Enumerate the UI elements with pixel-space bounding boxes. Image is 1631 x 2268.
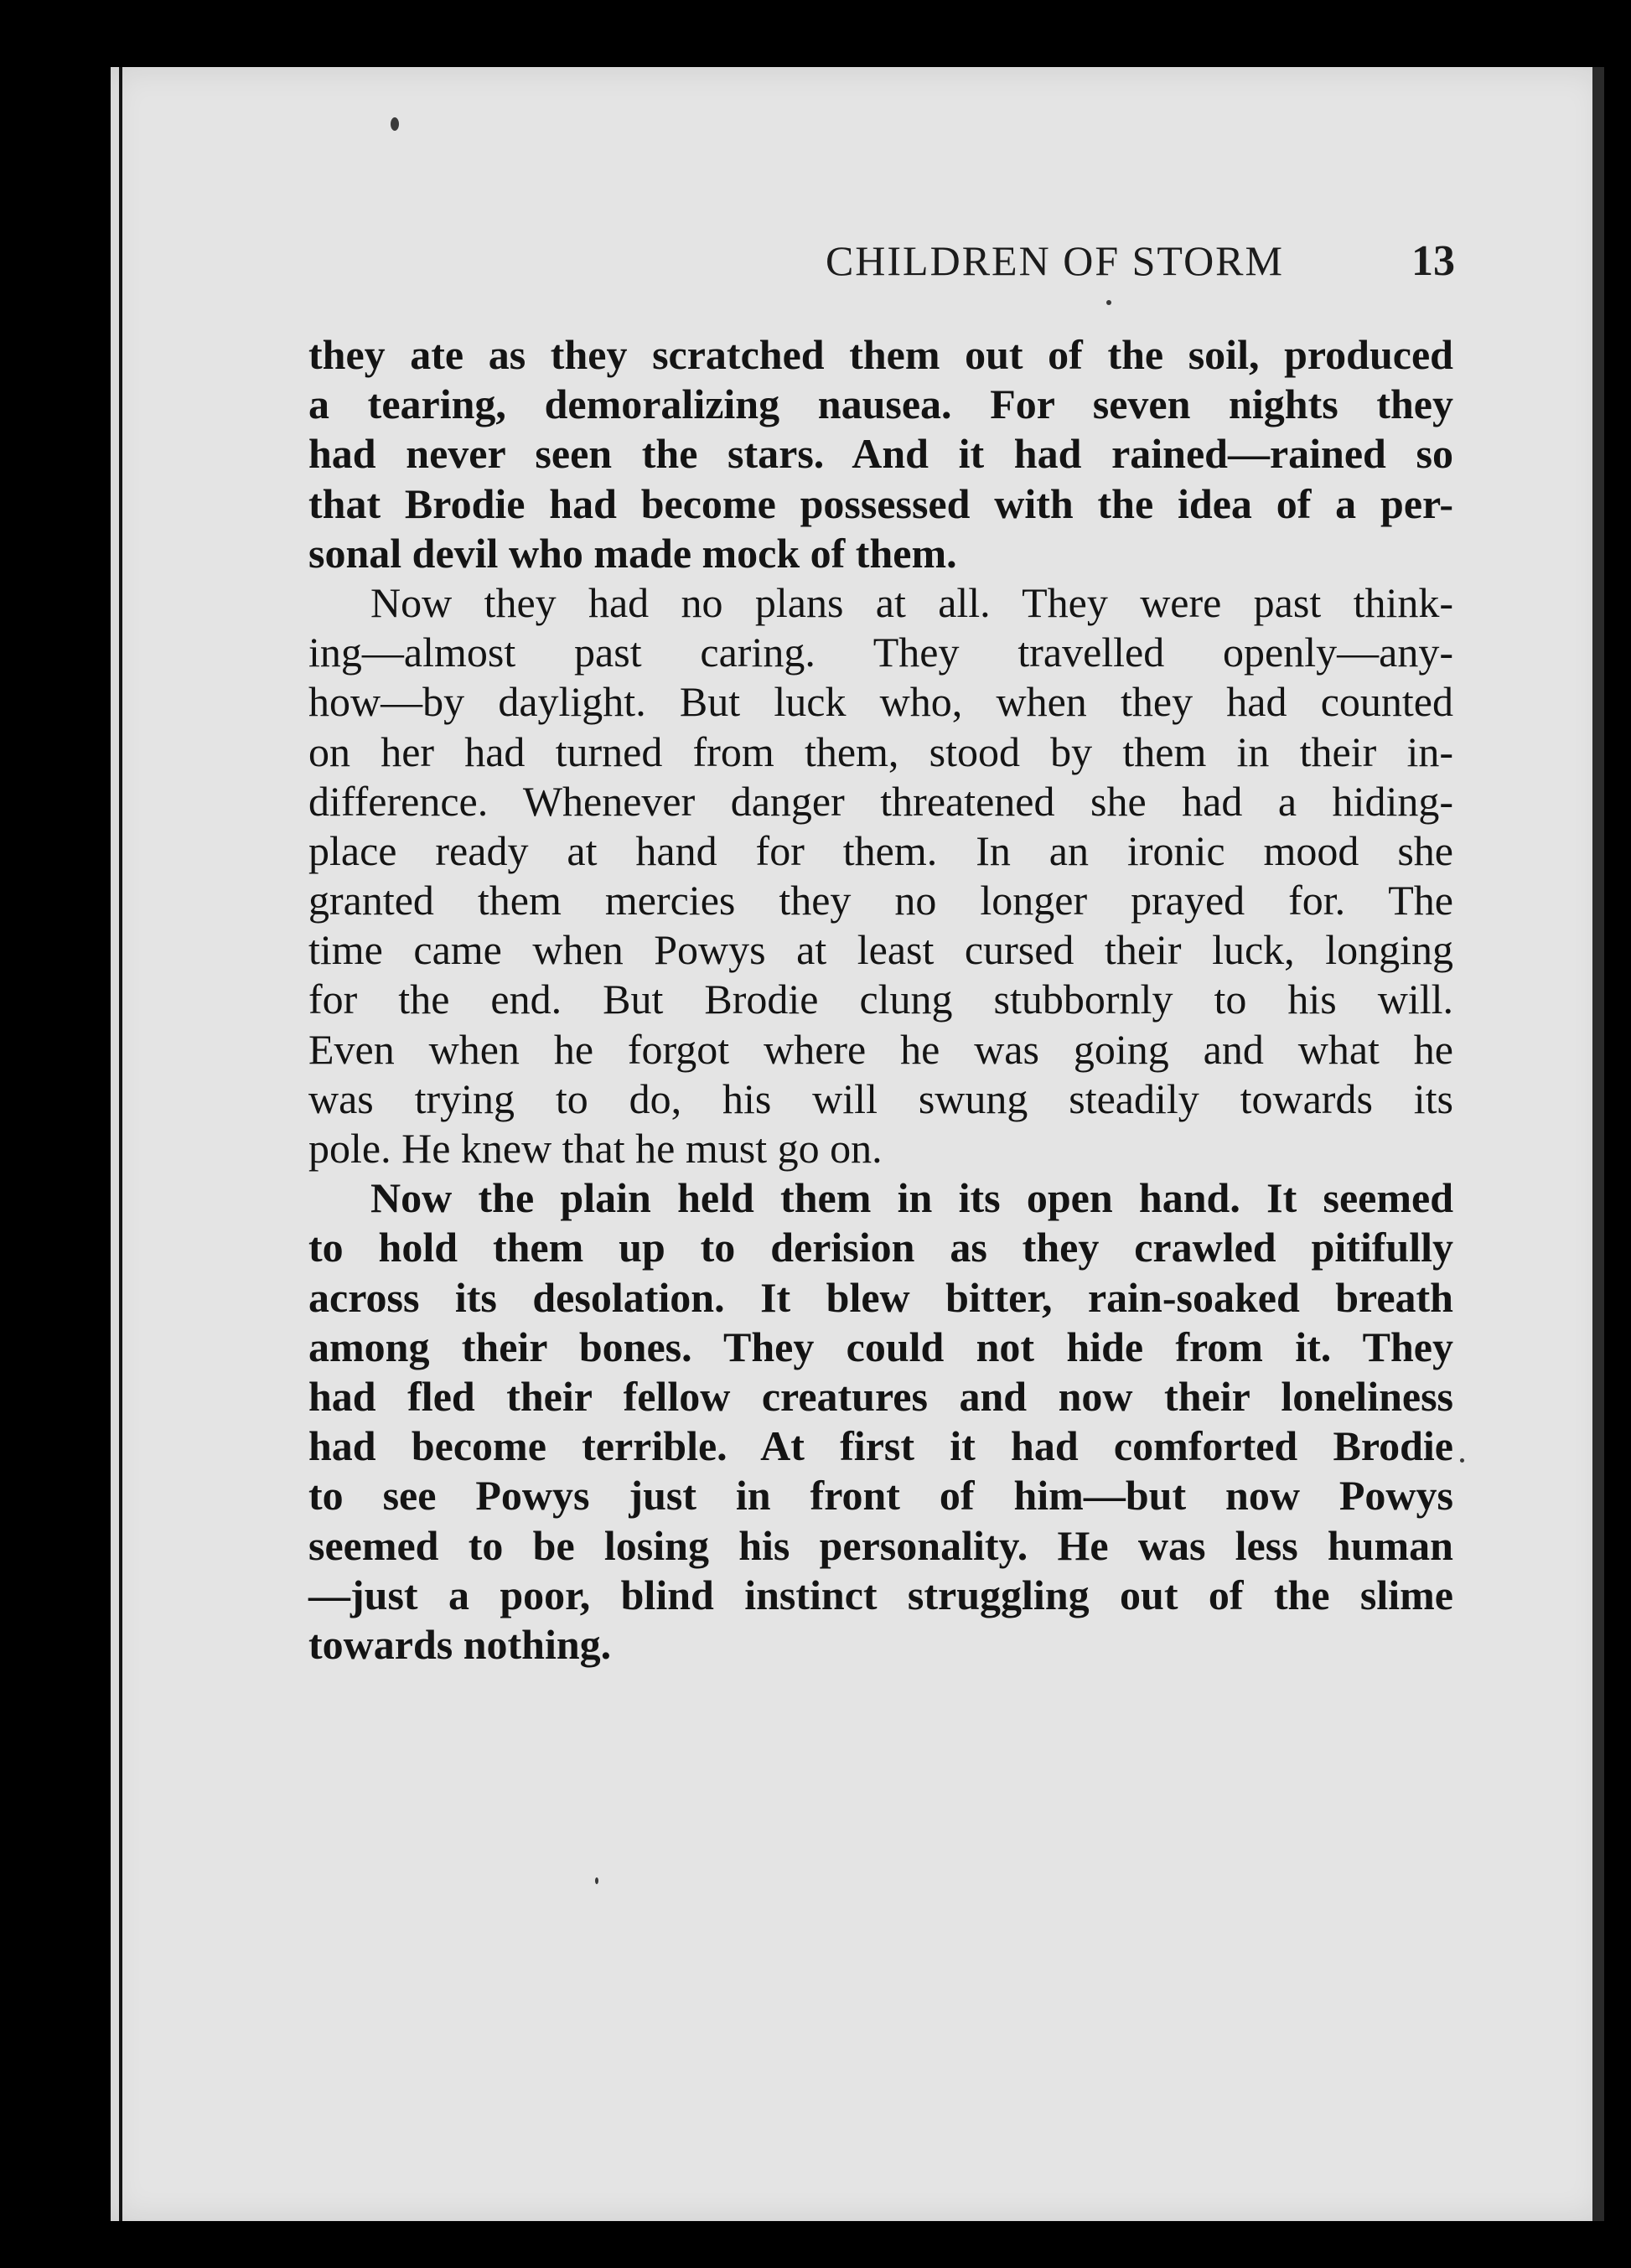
book-page xyxy=(111,67,1604,2221)
text-line: was trying to do, his will swung steadily towards its xyxy=(308,1074,1453,1122)
text-line: for the end. But Brodie clung stubbornly to his will. xyxy=(308,976,1453,1023)
text-line: had become terrible. At first it had comforted Brodie xyxy=(308,1422,1453,1470)
text-line: on her had turned from them, stood by them in their in- xyxy=(308,728,1453,775)
text-line: that Brodie had become possessed with the idea of a per- xyxy=(308,479,1453,527)
scan-speck xyxy=(1106,300,1111,305)
page-edge xyxy=(1592,67,1604,2221)
text-line: sonal devil who made mock of them. xyxy=(308,529,957,577)
paragraph xyxy=(308,1173,1453,1670)
paragraph xyxy=(308,330,1453,578)
text-line: seemed to be losing his personality. He was less human xyxy=(308,1521,1453,1569)
text-line: across its desolation. It blew bitter, rain-soaked breath xyxy=(308,1273,1453,1321)
text-line: a tearing, demoralizing nausea. For seven nights they xyxy=(308,381,1453,428)
text-line: place ready at hand for them. In an ironic mood she xyxy=(308,826,1453,874)
scan-speck xyxy=(1460,1458,1464,1463)
text-line: granted them mercies they no longer prayed for. The xyxy=(308,877,1453,924)
text-line: towards nothing. xyxy=(308,1620,612,1668)
page-number: 13 xyxy=(1411,236,1455,285)
text-line: difference. Whenever danger threatened she had a hiding- xyxy=(308,777,1453,825)
text-line: how—by daylight. But luck who, when they had counted xyxy=(308,678,1453,726)
text-line: had fled their fellow creatures and now their loneliness xyxy=(308,1372,1453,1420)
body-text xyxy=(308,330,1453,1670)
text-line: to hold them up to derision as they crawled pitifully xyxy=(308,1224,1453,1271)
paragraph xyxy=(308,578,1453,1173)
text-line: pole. He knew that he must go on. xyxy=(308,1125,883,1172)
text-line: —just a poor, blind instinct struggling out of the slime xyxy=(308,1571,1453,1618)
scan-speck xyxy=(391,117,399,131)
text-line: ing—almost past caring. They travelled openly—any- xyxy=(308,629,1453,676)
text-line: Now they had no plans at all. They were past think- xyxy=(370,578,1453,626)
scan-speck xyxy=(595,1877,598,1884)
text-line: time came when Powys at least cursed their luck, longing xyxy=(308,926,1453,974)
running-header xyxy=(308,231,1455,290)
gutter-line xyxy=(119,67,122,2221)
text-line: Now the plain held them in its open hand. It seemed xyxy=(370,1174,1453,1222)
text-line: Even when he forgot where he was going and what he xyxy=(308,1025,1453,1073)
text-line: to see Powys just in front of him—but now Powys xyxy=(308,1472,1453,1520)
running-title: CHILDREN OF STORM xyxy=(825,237,1284,284)
text-line: had never seen the stars. And it had rained—rained so xyxy=(308,430,1453,478)
text-line: among their bones. They could not hide from it. They xyxy=(308,1323,1453,1370)
text-line: they ate as they scratched them out of the soil, produced xyxy=(308,331,1453,378)
